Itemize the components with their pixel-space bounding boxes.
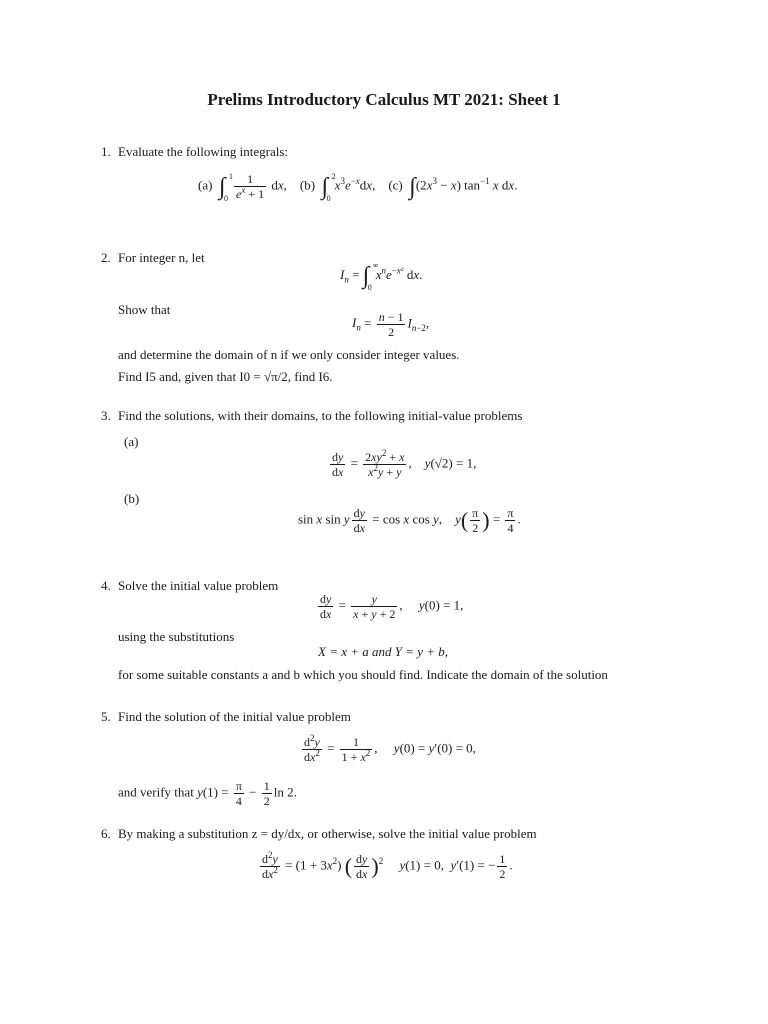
- q6-number: 6.: [101, 826, 111, 841]
- q4-text: Solve the initial value problem: [118, 578, 279, 593]
- q2-number: 2.: [101, 250, 111, 265]
- q4-rest: for some suitable constants a and b which you should find. Indicate the domain of the solution: [118, 667, 608, 682]
- q5-verify: and verify that y(1) = $\frac{\pi}{4}$ − $\frac{1}{2}$ ln 2.: [118, 779, 297, 808]
- q3-a-equation: $\frac{dy}{dx}$ = $\frac{2xy^2 + x}{x^2y + y}$ , y(√2) = 1,: [332, 448, 477, 479]
- q3-b-label: (b): [124, 491, 140, 506]
- q5-equation: $\frac{d^2y}{dx^2}$ = $\frac{1}{1 + x^2}$ , y(0) = y′(0) = 0,: [304, 733, 476, 764]
- q2-text: For integer n, let: [118, 250, 205, 265]
- q6-text: By making a substitution z = dy/dx, or otherwise, solve the initial value problem: [118, 826, 537, 841]
- q2-find: Find I5 and, given that I0 = √π/2, find I6.: [118, 369, 333, 384]
- q3-b-equation: sin x sin y $\frac{dy}{dx}$ = cos x cos y, y( $\frac{\pi}{2}$ ) = $\frac{\pi}{4}$ .: [298, 506, 521, 535]
- q1-b-label: (b): [299, 177, 316, 193]
- q5-number: 5.: [101, 709, 111, 724]
- q3-a-label: (a): [124, 434, 139, 449]
- q1-text: Evaluate the following integrals:: [118, 144, 289, 159]
- q1-c-label: (c): [388, 177, 403, 193]
- q1-a-label: (a): [198, 177, 213, 193]
- q2-definition: $I_n$ = ∫ ∞ 0 $x^ne^{-x^2}$ dx.: [340, 261, 423, 292]
- q4-number: 4.: [101, 578, 111, 593]
- q3-text: Find the solutions, with their domains, to the following initial-value problems: [118, 408, 523, 423]
- q4-equation: $\frac{dy}{dx}$ = $\frac{y}{x + y + 2}$ , y(0) = 1,: [320, 592, 464, 621]
- q2-recurrence: $I_n$ = $\frac{n - 1}{2}$ $I_{n-2}$,: [352, 310, 430, 339]
- q3-number: 3.: [101, 408, 111, 423]
- q4-substitutions: X = x + a and Y = y + b,: [318, 644, 449, 659]
- q4-using: using the substitutions: [118, 629, 235, 644]
- q1-number: 1.: [101, 144, 111, 159]
- q2-show: Show that: [118, 302, 171, 317]
- q2-domain: and determine the domain of n if we only consider integer values.: [118, 347, 460, 362]
- q5-verify-text: and verify that: [118, 784, 194, 800]
- q6-equation: $\frac{d^2y}{dx^2}$ = $(1 + 3x^2)$ ( $\frac{dy}{dx}$ )$^2$ y(1) = 0, y′(1) = − $\frac{1}{2}$ .: [262, 850, 513, 881]
- q1-integrals: (a) ∫ 1 0 $\frac{1}{e^x + 1}$ dx, (b) ∫ 2 0 $x^3e^{-x}dx$, (c) $\int(2x^3 - x)$ $\tan^{-1} x$ dx.: [198, 171, 518, 203]
- sheet-title: Prelims Introductory Calculus MT 2021: Sheet 1: [207, 90, 561, 109]
- q5-text: Find the solution of the initial value problem: [118, 709, 351, 724]
